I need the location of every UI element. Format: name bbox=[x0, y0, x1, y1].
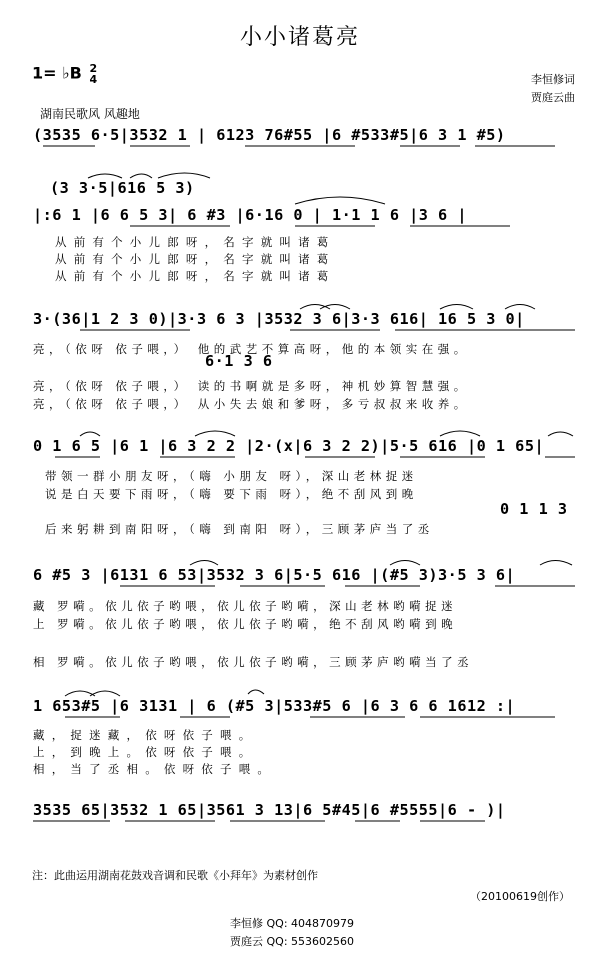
lyric-line: 上 罗嗬。依儿依子哟喂，依儿依子哟嗬，绝不刮风哟嗬到晚 bbox=[33, 617, 458, 631]
lyricist-contact: 李恒修 QQ: 404870979 bbox=[230, 917, 355, 930]
notation-row: 0 1 6 5 |6 1 |6 3 2 2 |2·(x|6 3 2 2)|5·5 616 |0 1 65| bbox=[33, 437, 545, 455]
lyric-line: 从前有个小儿郎呀，名字就叫诸葛 bbox=[55, 269, 336, 283]
lyric-line: 上，到晚上。依呀依子喂。 bbox=[33, 745, 258, 759]
notation-row: 6 #5 3 |6131 6 53|3532 3 6|5·5 616 |(#5 3)3·5 3 6| bbox=[33, 566, 516, 584]
notation-row: 6·1 3 6 bbox=[205, 352, 273, 370]
key-prefix: 1= ♭B bbox=[32, 63, 82, 83]
style-marking: 湖南民歌风 风趣地 bbox=[40, 107, 140, 121]
lyric-line: 亮，（依呀 依子喂，） 从小失去娘和爹呀，多亏叔叔来收养。 bbox=[33, 397, 470, 411]
notation-row: (3535 6·5|3532 1 | 6123 76#55 |6 #533#5|6 3 1 #5) bbox=[33, 126, 506, 144]
meter-bottom: 4 bbox=[89, 73, 98, 86]
song-title: 小小诸葛亮 bbox=[239, 25, 360, 50]
notation-row: 1 653#5 |6 3131 | 6 (#5 3|533#5 6 |6 3 6 6 1612 :| bbox=[33, 697, 516, 715]
lyricist-credit: 李恒修词 bbox=[531, 73, 575, 86]
lyric-line: 说是白天要下雨呀，（嗨 要下雨 呀），绝不刮风到晚 bbox=[45, 487, 418, 501]
notation-row: 3535 65|3532 1 65|3561 3 13|6 5#45|6 #5555|6 - )| bbox=[33, 801, 506, 819]
lyric-line: 藏 罗嗬。依儿依子哟喂，依儿依子哟嗬，深山老林哟嗬捉迷 bbox=[33, 599, 458, 613]
lyric-line: 亮，（依呀 依子喂，） 读的书啊就是多呀，神机妙算智慧强。 bbox=[33, 379, 470, 393]
lyric-line: 藏，捉迷藏，依呀依子喂。 bbox=[33, 728, 258, 742]
notation-row: (3 3·5|616 5 3) bbox=[50, 179, 195, 197]
notation-row: 3·(36|1 2 3 0)|3·3 6 3 |3532 3 6|3·3 616| 16 5 3 0| bbox=[33, 310, 525, 328]
composer-contact: 贾庭云 QQ: 553602560 bbox=[230, 935, 355, 948]
lyric-line: 相 罗嗬。依儿依子哟喂，依儿依子哟嗬，三顾茅庐哟嗬当了丞 bbox=[33, 655, 474, 669]
notation-row: |:6 1 |6 6 5 3| 6 #3 |6·16 0 | 1·1 1 6 |3 6 | bbox=[33, 206, 467, 224]
lyric-line: 从前有个小儿郎呀，名字就叫诸葛 bbox=[55, 235, 336, 249]
lyric-line: 相，当了丞相。依呀依子喂。 bbox=[33, 762, 277, 776]
creation-date: （20100619创作） bbox=[470, 890, 570, 903]
notation-row: 0 1 1 3 bbox=[500, 500, 568, 518]
meter-top: 2 bbox=[89, 62, 98, 75]
footnote: 注：此曲运用湖南花鼓戏音调和民歌《小拜年》为素材创作 bbox=[32, 869, 318, 882]
lyric-line: 从前有个小儿郎呀，名字就叫诸葛 bbox=[55, 252, 336, 266]
lyric-line: 亮，（依呀 依子喂，） 他的武艺不算高呀，他的本领实在强。 bbox=[33, 342, 470, 356]
lyric-line: 后来躬耕到南阳呀，（嗨 到南阳 呀），三顾茅庐当了丞 bbox=[45, 522, 434, 536]
lyric-line: 带领一群小朋友呀，（嗨 小朋友 呀），深山老林捉迷 bbox=[45, 469, 418, 483]
composer-credit: 贾庭云曲 bbox=[531, 91, 575, 104]
